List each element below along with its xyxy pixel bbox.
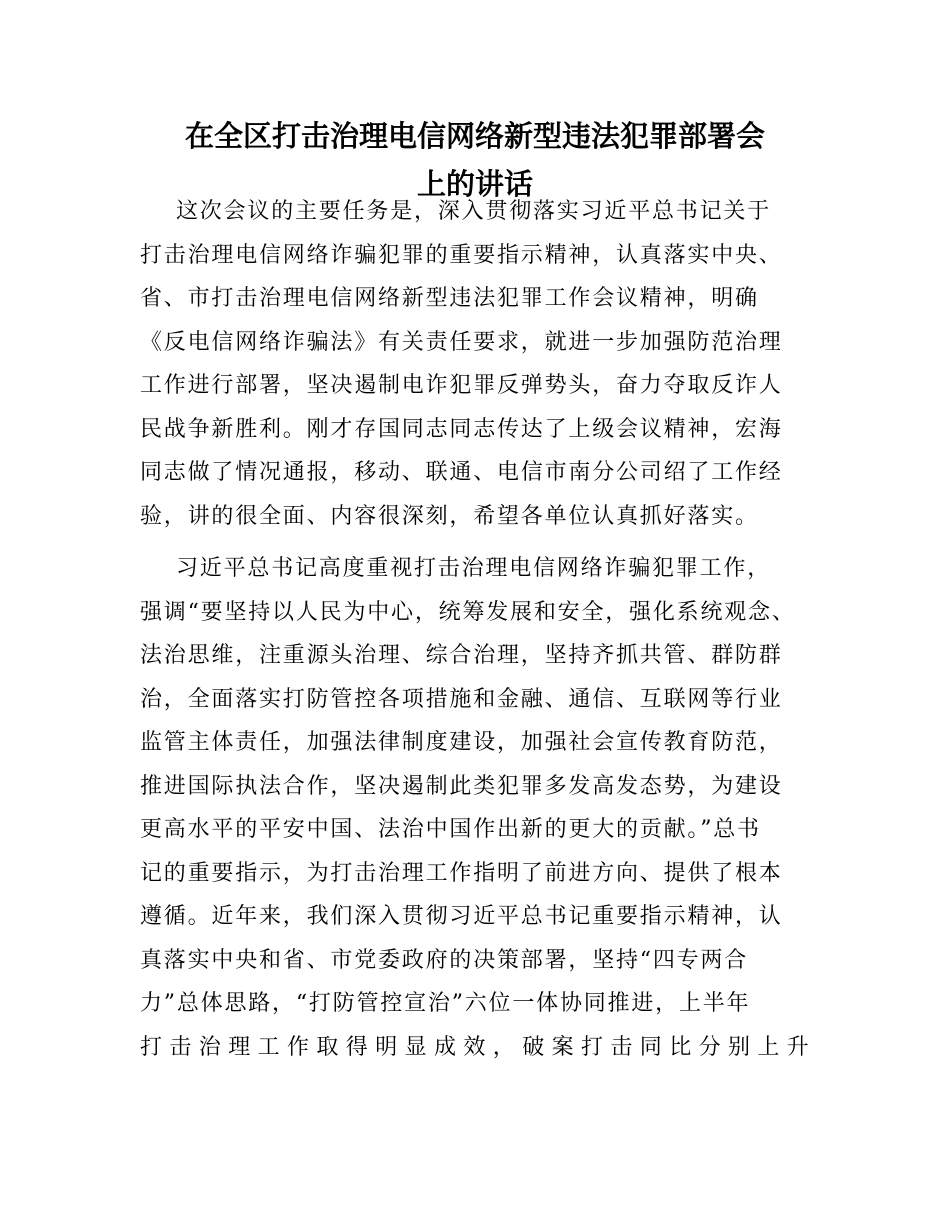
paragraph-line: 打击治理电信网络诈骗犯罪的重要指示精神，认真落实中央、 — [140, 242, 783, 268]
title-line: 在全区打击治理电信网络新型违法犯罪部署会 — [184, 119, 765, 153]
paragraph-line: 推进国际执法合作，坚决遏制此类犯罪多发高发态势，为建设 — [140, 773, 783, 799]
paragraph-line: 工作进行部署，坚决遏制电诈犯罪反弹势头，奋力夺取反诈人 — [140, 373, 783, 398]
paragraph-line: 强调“要坚持以人民为中心，统筹发展和安全，强化系统观念、 — [140, 599, 796, 625]
paragraph-line: 更高水平的平安中国、法治中国作出新的更大的贡献。”总书 — [140, 817, 761, 842]
paragraph-line: 《反电信网络诈骗法》有关责任要求，就进一步加强防范治理 — [140, 329, 783, 355]
paragraph-line: 习近平总书记高度重视打击治理电信网络诈骗犯罪工作， — [176, 556, 772, 581]
paragraph-1 — [140, 190, 820, 538]
paragraph-line: 遵循。近年来，我们深入贯彻习近平总书记重要指示精神，认 — [140, 904, 783, 929]
paragraph-2 — [140, 547, 820, 1069]
paragraph-line: 这次会议的主要任务是，深入贯彻落实习近平总书记关于 — [176, 199, 772, 224]
paragraph-line: 力”总体思路，“打防管控宣治”六位一体协同推进，上半年 — [140, 991, 751, 1016]
title-line: 上的讲话 — [416, 167, 533, 201]
paragraph-line: 验，讲的很全面、内容很深刻，希望各单位认真抓好落实。 — [140, 503, 759, 529]
paragraph-line: 打击治理工作取得明显成效，破案打击同比分别上升 — [140, 1034, 817, 1060]
paragraph-line: 真落实中央和省、市党委政府的决策部署，坚持“四专两合 — [140, 947, 749, 973]
paragraph-line: 民战争新胜利。刚才存国同志同志传达了上级会议精神，宏海 — [140, 416, 783, 442]
paragraph-line: 监管主体责任，加强法律制度建设，加强社会宣传教育防范， — [140, 730, 783, 755]
paragraph-line: 治，全面落实打防管控各项措施和金融、通信、互联网等行业 — [140, 686, 783, 712]
paragraph-line: 法治思维，注重源头治理、综合治理，坚持齐抓共管、群防群 — [140, 643, 783, 668]
paragraph-line: 记的重要指示，为打击治理工作指明了前进方向、提供了根本 — [140, 860, 783, 886]
paragraph-line: 同志做了情况通报，移动、联通、电信市南分公司绍了工作经 — [140, 460, 783, 485]
document-body — [140, 190, 820, 1078]
paragraph-line: 省、市打击治理电信网络新型违法犯罪工作会议精神，明确 — [140, 286, 759, 311]
